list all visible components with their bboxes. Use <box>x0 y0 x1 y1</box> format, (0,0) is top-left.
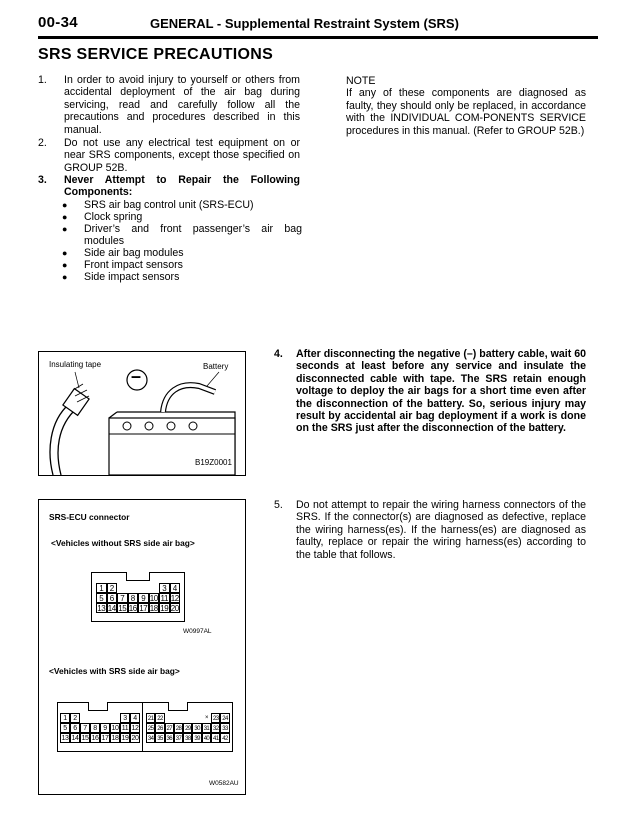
connector-pin: 16 <box>128 604 137 613</box>
connector-pin: 5 <box>60 723 70 733</box>
connector-pin: 12 <box>170 594 179 603</box>
connector-pin <box>165 713 174 723</box>
connector-pin: 7 <box>117 593 128 603</box>
connector-pin <box>138 583 149 593</box>
note-heading: NOTE <box>346 75 376 87</box>
connector-pin: 34 <box>146 733 155 743</box>
connector-pin: 12 <box>131 725 139 732</box>
item-number: 1. <box>38 74 47 86</box>
connector-pin: 19 <box>160 604 169 613</box>
pin-row <box>146 723 230 733</box>
connector-pin: 20 <box>170 604 179 613</box>
page-number: 00-34 <box>38 14 78 31</box>
precaution-item-4 <box>274 348 586 435</box>
connector-pin: 11 <box>121 725 129 732</box>
item-number: 3. <box>38 174 47 186</box>
bullet-icon: ● <box>62 272 68 282</box>
connector-pin <box>110 713 120 723</box>
component-label: Clock spring <box>84 211 143 223</box>
connector-pin: 30 <box>192 723 201 733</box>
connector-pin: 42 <box>220 733 229 743</box>
connector-pin: 40 <box>202 733 211 743</box>
connector-pin <box>117 583 128 593</box>
figure-code: B19Z0001 <box>195 458 232 467</box>
connector-latch <box>88 702 108 711</box>
connector-pin: 13 <box>61 735 69 742</box>
component-item <box>62 271 300 283</box>
connector-pin: 6 <box>70 723 80 733</box>
connector-pin: 18 <box>149 604 158 613</box>
connector-figure <box>38 499 246 795</box>
connector-pin <box>128 583 139 593</box>
connector-pin: 2 <box>70 713 80 723</box>
connector-pin <box>100 713 110 723</box>
item-number: 2. <box>38 137 47 149</box>
section-title: SRS SERVICE PRECAUTIONS <box>38 46 274 63</box>
connector-shell-1 <box>91 572 185 622</box>
item-number: 5. <box>274 499 283 511</box>
note-text: If any of these components are diagnosed as faulty, they should only be replaced, in accordance with the INDIVIDUAL COM-PONENTS SERVICE procedures in this manual. (Refer to GROUP 52B.) <box>346 87 586 137</box>
connector-pin: 38 <box>183 733 192 743</box>
connector-pin: 10 <box>111 725 119 732</box>
pin-row <box>96 593 180 603</box>
connector-pin: 14 <box>71 735 79 742</box>
component-label: Driver’s and front passenger’s air bag modules <box>84 223 302 248</box>
precaution-item-2 <box>38 137 300 174</box>
variant-without-side-airbag: <Vehicles without SRS side air bag> <box>51 538 195 548</box>
item-text: After disconnecting the negative (–) battery cable, wait 60 seconds at least before any service and insulate the disconnected cable with tape. The SRS retain enough voltage to deploy the air bags for a short time even after the disconnection of the battery. So, serious injury may result by accidental air bag deployment if a work is done on the SRS just after the disconnection of the battery. <box>296 348 586 435</box>
connector-pin: 2 <box>107 583 118 593</box>
connector-pin: 7 <box>80 723 90 733</box>
connector-pin: 20 <box>131 735 139 742</box>
connector-pin-grid-1 <box>96 583 180 613</box>
component-item <box>62 247 300 259</box>
note-block <box>346 75 586 137</box>
connector-pin: 8 <box>90 723 100 733</box>
connector-pin: 18 <box>111 735 119 742</box>
pin-row <box>60 723 140 733</box>
connector-pin: 10 <box>149 594 158 603</box>
connector-pin: 28 <box>174 723 183 733</box>
chapter-title: GENERAL - Supplemental Restraint System (SRS) <box>150 16 459 31</box>
connector-pin <box>192 713 201 723</box>
x-mark-icon: × <box>204 715 208 721</box>
component-label: Side impact sensors <box>84 271 180 283</box>
connector-pin: 24 <box>220 713 229 723</box>
item-text: Do not use any electrical test equipment on or near SRS components, except those specified on GROUP 52B. <box>64 137 300 174</box>
pin-row <box>146 713 230 723</box>
connector-pin: 3 <box>120 713 130 723</box>
precaution-item-5 <box>274 499 586 561</box>
figure-code: W0997AL <box>183 628 212 635</box>
pin-row <box>60 713 140 723</box>
connector-pin: 15 <box>81 735 89 742</box>
connector-pin: 8 <box>128 593 139 603</box>
item-text: Never Attempt to Repair the Following Components: <box>64 174 300 199</box>
component-label: Front impact sensors <box>84 259 183 271</box>
connector-pin-grid-2a <box>60 713 140 743</box>
connector-pin: 36 <box>165 733 174 743</box>
connector-pin: 17 <box>139 604 148 613</box>
component-label: SRS air bag control unit (SRS-ECU) <box>84 199 254 211</box>
connector-pin: 25 <box>146 723 155 733</box>
bullet-icon: ● <box>62 248 68 258</box>
connector-pin <box>149 583 160 593</box>
connector-pin: 41 <box>211 733 220 743</box>
connector-pin: 4 <box>130 713 140 723</box>
connector-pin: 4 <box>170 583 181 593</box>
connector-pin: 15 <box>118 604 127 613</box>
item-text: In order to avoid injury to yourself or others from accidental deployment of the air bag during servicing, read and carefully follow all the precautions and procedures described in this manual. <box>64 74 300 136</box>
connector-pin <box>80 713 90 723</box>
connector-pin: 29 <box>183 723 192 733</box>
pin-row <box>60 733 140 743</box>
component-item <box>62 223 302 248</box>
battery-label: Battery <box>203 362 229 371</box>
connector-figure-title: SRS-ECU connector <box>49 512 130 522</box>
connector-pin: 11 <box>160 594 168 603</box>
connector-pin: 17 <box>101 735 109 742</box>
precaution-item-3 <box>38 174 300 199</box>
connector-pin: 35 <box>155 733 164 743</box>
connector-shell-2 <box>57 702 233 752</box>
precaution-item-1 <box>38 74 300 136</box>
connector-pin: 39 <box>192 733 201 743</box>
connector-pin: 21 <box>146 713 155 723</box>
connector-pin: 9 <box>138 593 149 603</box>
connector-pin: 32 <box>211 723 220 733</box>
insulating-tape-label: Insulating tape <box>49 360 102 369</box>
connector-pin: 19 <box>121 735 129 742</box>
connector-pin: 1 <box>96 583 107 593</box>
connector-pin <box>174 713 183 723</box>
component-item <box>62 199 300 211</box>
connector-latch <box>126 572 150 581</box>
item-number: 4. <box>274 348 283 360</box>
figure-code: W0582AU <box>209 780 239 787</box>
bullet-icon: ● <box>62 212 68 222</box>
minus-symbol: – <box>131 366 142 386</box>
connector-pin: 6 <box>107 593 118 603</box>
connector-pin: 14 <box>107 604 116 613</box>
connector-pin: 27 <box>165 723 174 733</box>
component-item <box>62 259 300 271</box>
pin-row <box>146 733 230 743</box>
connector-pin: 31 <box>202 723 211 733</box>
connector-pin <box>90 713 100 723</box>
connector-pin: 16 <box>91 735 99 742</box>
component-item <box>62 211 300 223</box>
connector-pin <box>183 713 192 723</box>
connector-pin: 23 <box>211 713 220 723</box>
variant-with-side-airbag: <Vehicles with SRS side air bag> <box>49 666 180 676</box>
bullet-icon: ● <box>62 200 68 210</box>
item-text: Do not attempt to repair the wiring harness connectors of the SRS. If the connector(s) are diagnosed as defective, replace the wiring harness(es). If the harness(es) are diagnosed as faulty, replace or repair the wiring harness(es) according to the table that follows. <box>296 499 586 561</box>
connector-pin: 3 <box>159 583 170 593</box>
header-rule <box>38 36 598 39</box>
connector-latch <box>168 702 188 711</box>
connector-divider <box>142 703 143 751</box>
battery-figure <box>38 351 246 476</box>
connector-pin: 1 <box>60 713 70 723</box>
connector-pin: 5 <box>96 593 107 603</box>
component-label: Side air bag modules <box>84 247 184 259</box>
connector-pin: 13 <box>97 604 106 613</box>
bullet-icon: ● <box>62 224 68 234</box>
connector-pin: 26 <box>155 723 164 733</box>
connector-pin: 33 <box>220 723 229 733</box>
pin-row <box>96 603 180 613</box>
connector-pin: 22 <box>155 713 164 723</box>
pin-row <box>96 583 180 593</box>
bullet-icon: ● <box>62 260 68 270</box>
connector-pin: 37 <box>174 733 183 743</box>
connector-pin: 9 <box>100 723 110 733</box>
connector-pin-grid-2b <box>146 713 230 743</box>
